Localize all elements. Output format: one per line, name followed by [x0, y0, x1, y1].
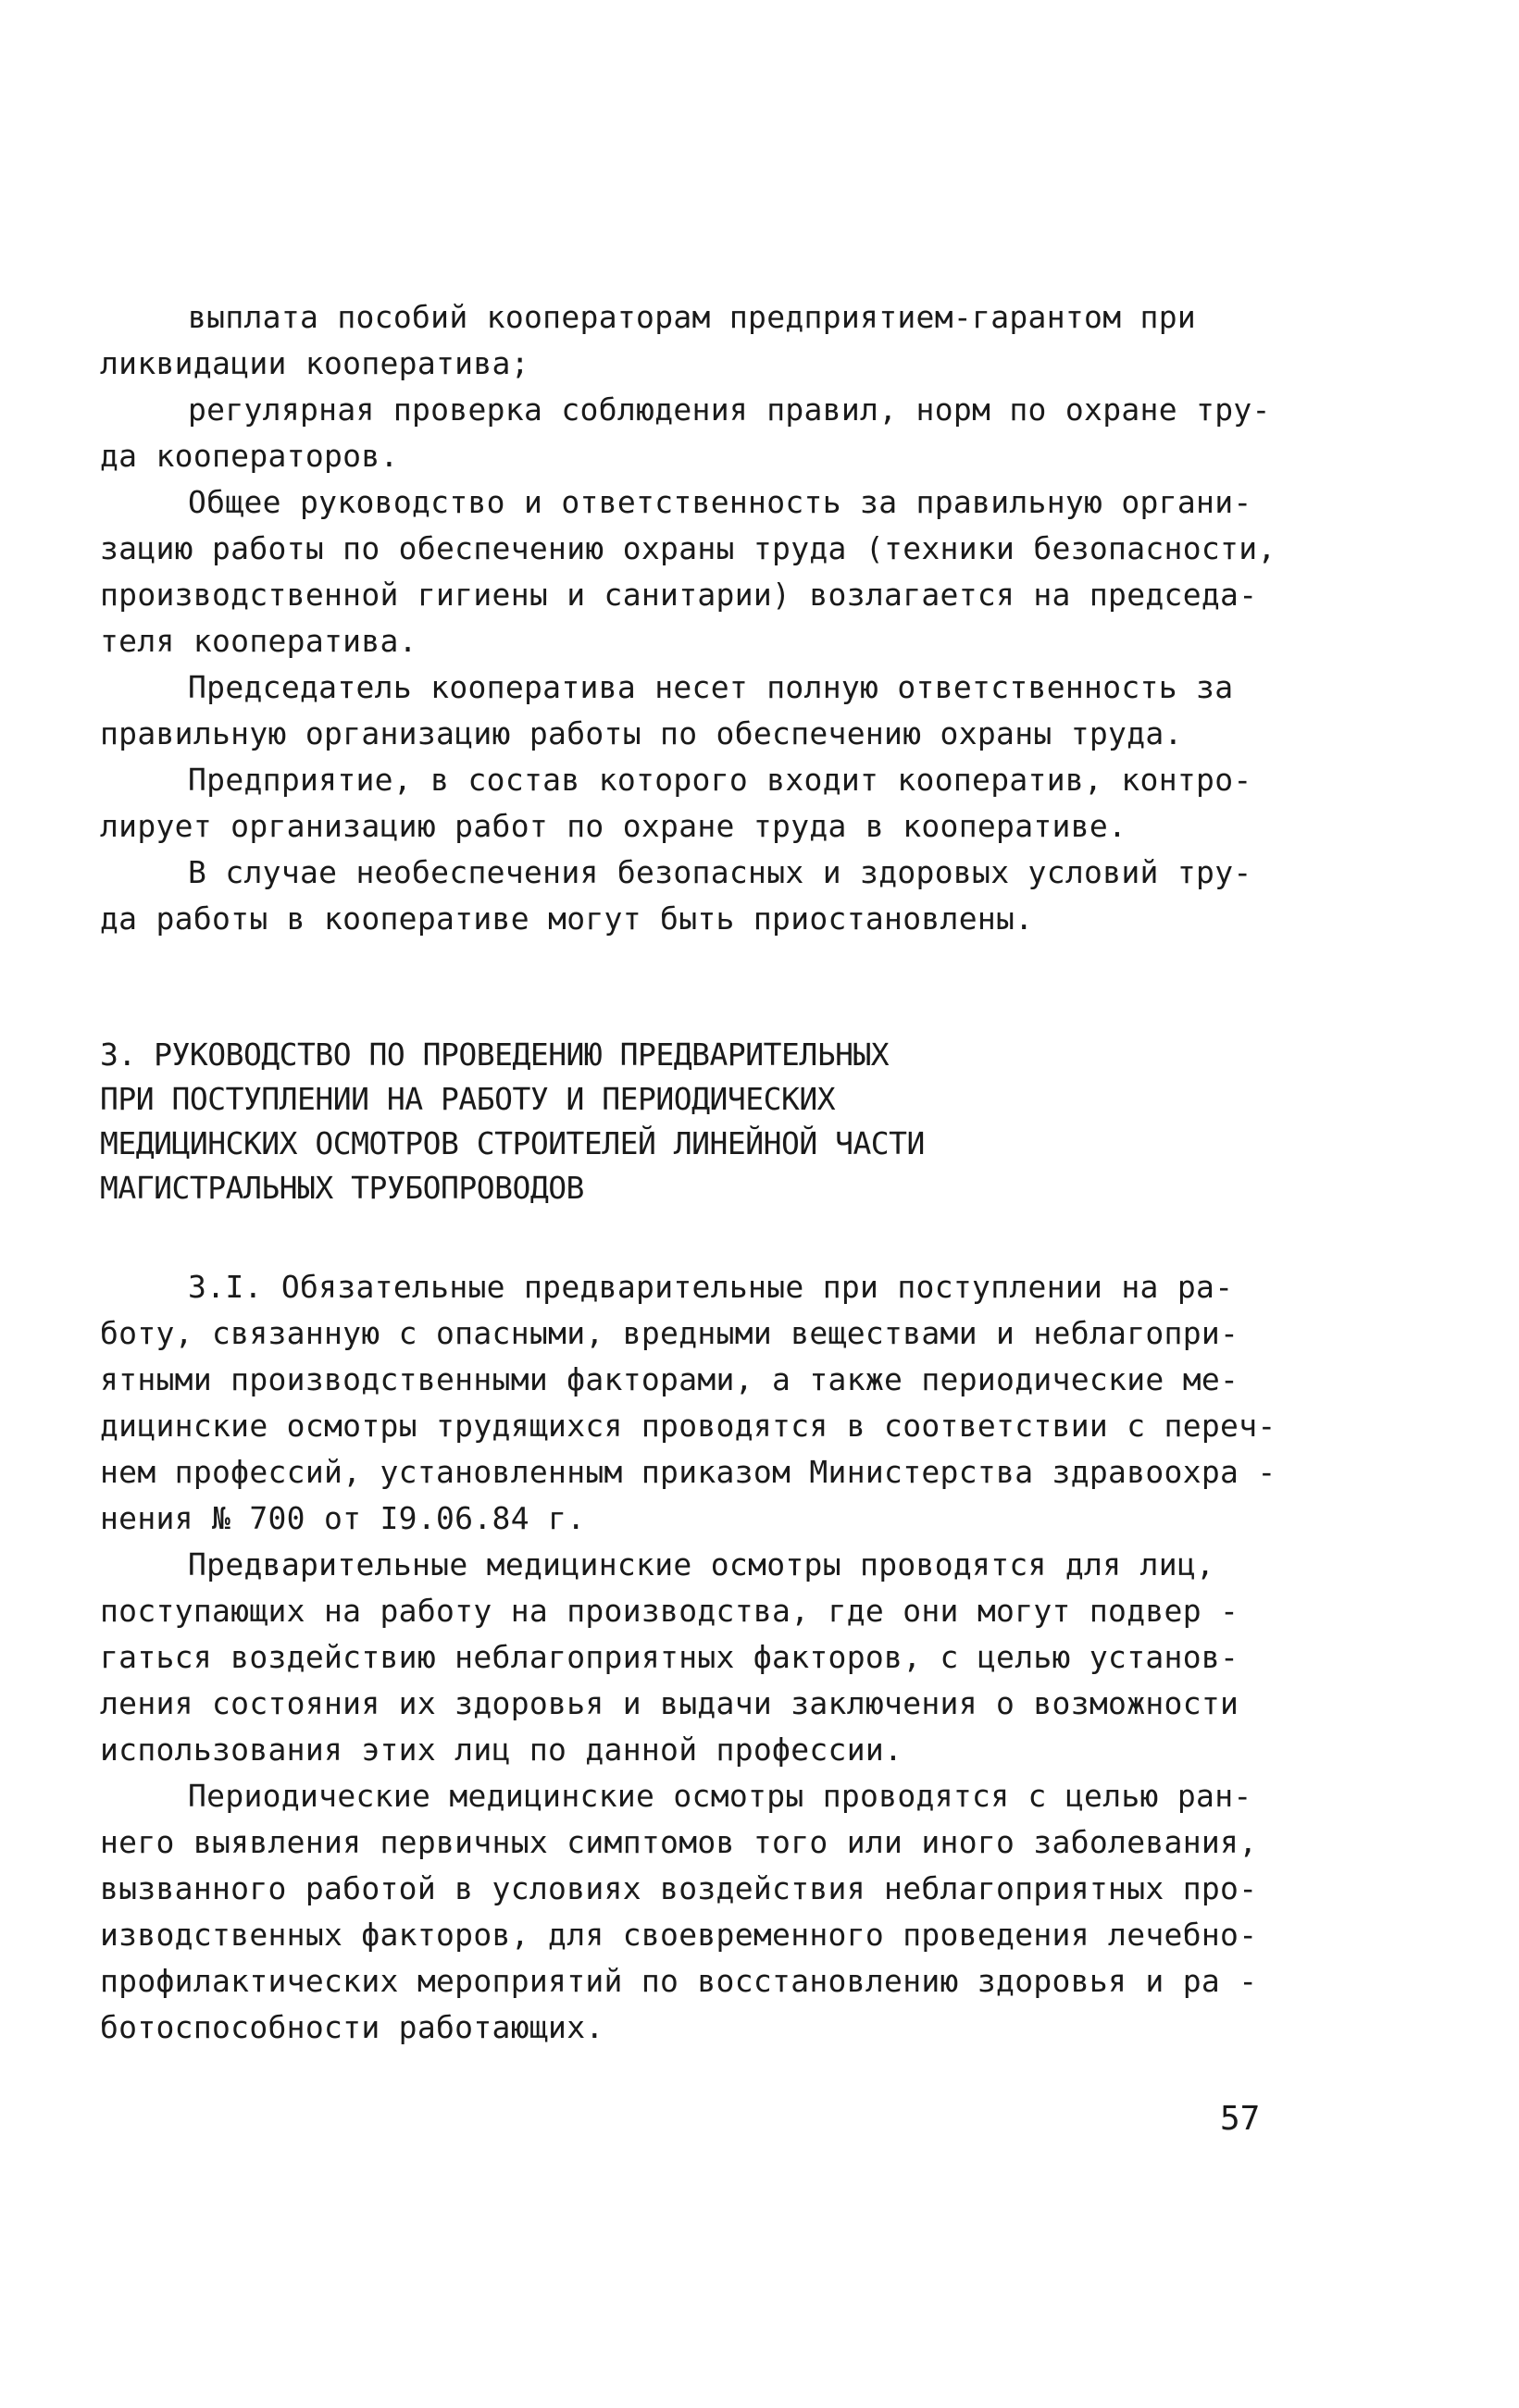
text-line: Общее руководство и ответственность за правильную органи- — [188, 484, 1252, 520]
text-line: ятными производственными факторами, а также периодические ме- — [100, 1361, 1239, 1397]
text-line: регулярная проверка соблюдения правил, норм по охране тру- — [188, 391, 1271, 428]
body-text-top — [100, 294, 1276, 942]
paragraph — [100, 294, 1271, 387]
page-number: 57 — [1220, 2100, 1261, 2138]
paragraph — [100, 850, 1271, 942]
text-line: да работы в кооперативе могут быть приостановлены. — [100, 900, 1034, 937]
paragraph — [100, 387, 1271, 479]
text-line: нем профессий, установленным приказом Министерства здравоохра - — [100, 1454, 1276, 1490]
text-line: боту, связанную с опасными, вредными веществами и неблагопри- — [100, 1315, 1239, 1351]
paragraph — [100, 757, 1271, 850]
text-line: ботоспособности работающих. — [100, 2009, 604, 2045]
text-line: выплата пособий кооператорам предприятием-гарантом при — [188, 299, 1197, 335]
paragraph — [100, 1773, 1271, 2051]
text-line: производственной гигиены и санитарии) возлагается на председа- — [100, 577, 1258, 613]
text-line: теля кооператива. — [100, 623, 417, 659]
heading-line: МЕДИЦИНСКИХ ОСМОТРОВ СТРОИТЕЛЕЙ ЛИНЕЙНОЙ ЧАСТИ — [100, 1125, 925, 1161]
text-line: правильную организацию работы по обеспечению охраны труда. — [100, 715, 1183, 751]
text-line: дицинские осмотры трудящихся проводятся в соответствии с переч- — [100, 1408, 1276, 1444]
text-line: ликвидации кооператива; — [100, 345, 529, 381]
heading-line: МАГИСТРАЛЬНЫХ ТРУБОПРОВОДОВ — [100, 1170, 584, 1206]
body-text-bottom — [100, 1264, 1276, 2051]
text-line: профилактических мероприятий по восстановлению здоровья и ра - — [100, 1963, 1258, 1999]
text-line: него выявления первичных симптомов того или иного заболевания, — [100, 1824, 1258, 1860]
text-line: Предприятие, в состав которого входит кооператив, контро- — [188, 762, 1252, 798]
text-line: нения № 700 от I9.06.84 г. — [100, 1500, 586, 1536]
text-line: изводственных факторов, для своевременного проведения лечебно- — [100, 1917, 1258, 1953]
text-line: Предварительные медицинские осмотры проводятся для лиц, — [188, 1546, 1215, 1583]
heading-line: ПРИ ПОСТУПЛЕНИИ НА РАБОТУ И ПЕРИОДИЧЕСКИХ — [100, 1081, 836, 1117]
text-line: ления состояния их здоровья и выдачи заключения о возможности — [100, 1685, 1239, 1721]
text-line: Председатель кооператива несет полную ответственность за — [188, 669, 1234, 705]
text-line: да кооператоров. — [100, 438, 399, 474]
paragraph — [100, 479, 1276, 664]
text-line: В случае необеспечения безопасных и здоровых условий тру- — [188, 854, 1252, 890]
text-line: Периодические медицинские осмотры проводятся с целью ран- — [188, 1778, 1252, 1814]
text-line: 3.I. Обязательные предварительные при поступлении на ра- — [188, 1269, 1234, 1305]
text-line: лирует организацию работ по охране труда в кооперативе. — [100, 808, 1127, 844]
text-line: поступающих на работу на производства, где они могут подвер - — [100, 1593, 1239, 1629]
text-line: гаться воздействию неблагоприятных факторов, с целью установ- — [100, 1639, 1239, 1675]
heading-line: 3. РУКОВОДСТВО ПО ПРОВЕДЕНИЮ ПРЕДВАРИТЕЛЬНЫХ — [100, 1036, 890, 1073]
text-line: вызванного работой в условиях воздействия неблагоприятных про- — [100, 1870, 1258, 1906]
paragraph — [100, 664, 1271, 757]
text-line: использования этих лиц по данной профессии. — [100, 1732, 903, 1768]
paragraph — [100, 1542, 1271, 1773]
section-heading — [100, 1033, 1026, 1210]
paragraph — [100, 1264, 1276, 1542]
text-line: зацию работы по обеспечению охраны труда (техники безопасности, — [100, 530, 1276, 566]
